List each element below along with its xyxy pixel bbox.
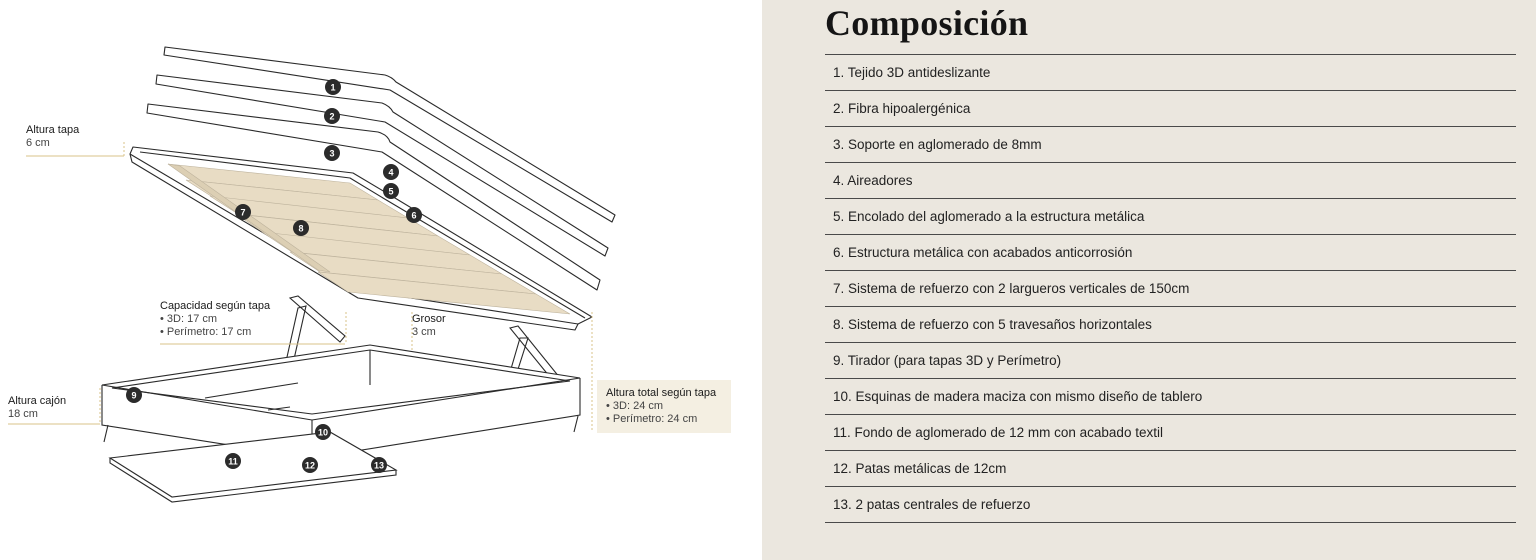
- svg-text:1: 1: [330, 82, 336, 93]
- composition-panel: [762, 0, 1536, 560]
- composition-item: 12. Patas metálicas de 12cm: [825, 451, 1516, 487]
- marker-2: [324, 108, 340, 124]
- marker-10: [315, 424, 331, 440]
- annotation-altura-cajon: Altura cajón 18 cm: [8, 395, 67, 420]
- composition-item: 13. 2 patas centrales de refuerzo: [825, 487, 1516, 523]
- composition-item: 9. Tirador (para tapas 3D y Perímetro): [825, 343, 1516, 379]
- bed-diagram: [0, 0, 762, 560]
- svg-text:11: 11: [228, 456, 238, 467]
- composition-item: 5. Encolado del aglomerado a la estructura metálica: [825, 199, 1516, 235]
- svg-text:2: 2: [329, 111, 335, 122]
- bottom-board: [110, 432, 396, 502]
- composition-item: 1. Tejido 3D antideslizante: [825, 55, 1516, 91]
- marker-3: [324, 145, 340, 161]
- svg-text:6: 6: [411, 210, 417, 221]
- composition-item: 10. Esquinas de madera maciza con mismo diseño de tablero: [825, 379, 1516, 415]
- bed-exploded-view: [0, 0, 762, 560]
- marker-11: [225, 453, 241, 469]
- composition-item: 7. Sistema de refuerzo con 2 largueros verticales de 150cm: [825, 271, 1516, 307]
- marker-6: [406, 207, 422, 223]
- composition-item: 4. Aireadores: [825, 163, 1516, 199]
- svg-text:3: 3: [329, 148, 335, 159]
- composition-title: Composición: [825, 3, 1029, 43]
- svg-text:12: 12: [304, 460, 316, 471]
- svg-text:9: 9: [131, 390, 137, 401]
- composition-item: 3. Soporte en aglomerado de 8mm: [825, 127, 1516, 163]
- svg-text:5: 5: [388, 186, 394, 197]
- svg-text:13: 13: [373, 460, 385, 471]
- annotation-altura-total: Altura total según tapa • 3D: 24 cm • Perímetro: 24 cm: [606, 387, 717, 425]
- marker-13: [371, 457, 387, 473]
- composition-list: [825, 54, 1516, 523]
- svg-text:4: 4: [388, 167, 394, 178]
- marker-8: [293, 220, 309, 236]
- marker-7: [235, 204, 251, 220]
- composition-item: 6. Estructura metálica con acabados anticorrosión: [825, 235, 1516, 271]
- marker-4: [383, 164, 399, 180]
- marker-9: [126, 387, 142, 403]
- annotation-altura-tapa: Altura tapa 6 cm: [26, 124, 80, 149]
- svg-text:7: 7: [240, 207, 246, 218]
- annotation-grosor: Grosor 3 cm: [412, 313, 446, 338]
- annotation-capacidad: Capacidad según tapa • 3D: 17 cm • Perímetro: 17 cm: [160, 300, 271, 338]
- composition-item: 8. Sistema de refuerzo con 5 travesaños horizontales: [825, 307, 1516, 343]
- svg-text:8: 8: [298, 223, 304, 234]
- marker-12: [302, 457, 318, 473]
- svg-text:10: 10: [317, 427, 329, 438]
- composition-item: 2. Fibra hipoalergénica: [825, 91, 1516, 127]
- composition-item: 11. Fondo de aglomerado de 12 mm con acabado textil: [825, 415, 1516, 451]
- marker-1: [325, 79, 341, 95]
- marker-5: [383, 183, 399, 199]
